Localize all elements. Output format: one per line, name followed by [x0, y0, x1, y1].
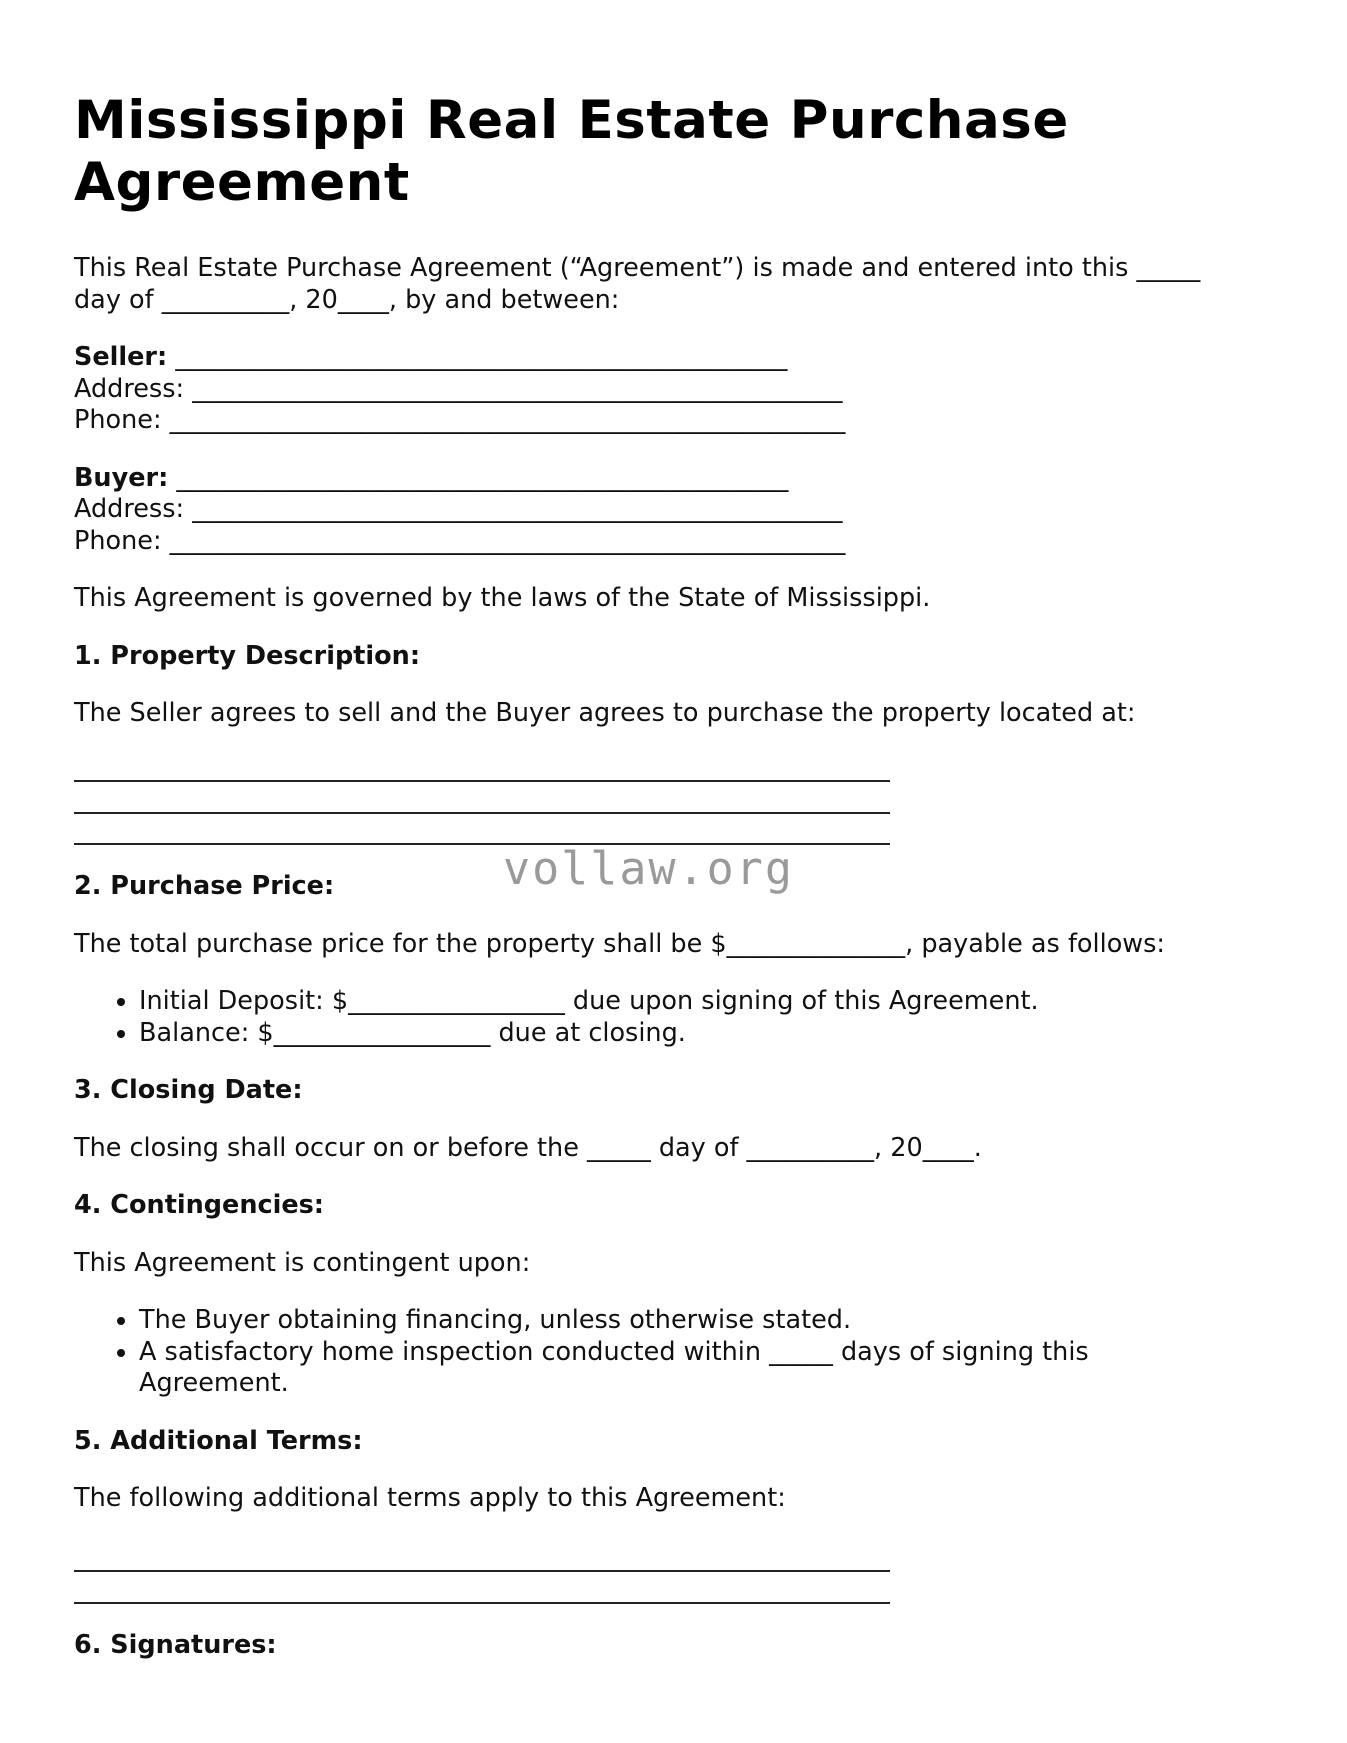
section-property-text: The Seller agrees to sell and the Buyer agrees to purchase the property located at: [74, 698, 1136, 728]
section-property-heading: 1. Property Description: [74, 640, 421, 671]
buyer-name-blank[interactable]: ________________________________________________ [168, 462, 789, 493]
section-contingencies-text: This Agreement is contingent upon: [74, 1247, 531, 1278]
property-line-3[interactable] [74, 814, 890, 846]
buyer-block [74, 463, 1274, 558]
intro-paragraph: This Real Estate Purchase Agreement (“Agreement”) is made and entered into this _____ day of __________, 20____, by and between: [74, 253, 1201, 315]
list-item: • Balance: $_________________ due at closing. [139, 1018, 1274, 1050]
seller-address-row[interactable]: Address: ___________________________________________________ [74, 373, 843, 404]
additional-line-2[interactable] [74, 1572, 890, 1604]
section-signatures-heading: 6. Signatures: [74, 1629, 277, 1660]
section-price-heading: 2. Purchase Price: [74, 871, 335, 901]
section-additional-heading: 5. Additional Terms: [74, 1425, 363, 1456]
list-item: • The Buyer obtaining financing, unless otherwise stated. [139, 1305, 1189, 1337]
contingencies-list [74, 1305, 1189, 1400]
section-closing-heading: 3. Closing Date: [74, 1075, 303, 1105]
seller-name-blank[interactable]: ________________________________________________ [167, 342, 788, 372]
seller-label: Seller: [74, 342, 168, 372]
buyer-label: Buyer: [74, 462, 169, 493]
section-closing-text: The closing shall occur on or before the _____ day of __________, 20____. [74, 1132, 982, 1163]
price-list [74, 986, 1274, 1049]
watermark: vollaw.org [503, 842, 794, 895]
property-address-lines [74, 751, 1274, 846]
property-line-2[interactable] [74, 782, 890, 814]
seller-name-row [74, 342, 1274, 374]
list-item: • Initial Deposit: $_________________ due upon signing of this Agreement. [139, 986, 1274, 1018]
governing-law-text: This Agreement is governed by the laws of the State of Mississippi. [74, 583, 931, 613]
buyer-address-row[interactable]: Address: ___________________________________________________ [74, 494, 843, 524]
seller-block [74, 342, 1274, 437]
additional-line-1[interactable] [74, 1541, 890, 1573]
section-price-text: The total purchase price for the property shall be $______________, payable as follows: [74, 928, 1166, 959]
list-item: • A satisfactory home inspection conducted within _____ days of signing this Agreement. [139, 1337, 1189, 1400]
section-additional-text: The following additional terms apply to this Agreement: [74, 1483, 786, 1513]
additional-terms-lines [74, 1541, 1274, 1604]
buyer-name-row [74, 463, 1274, 495]
section-contingencies-heading: 4. Contingencies: [74, 1190, 325, 1220]
document-title: Mississippi Real Estate Purchase Agreement [74, 90, 1069, 213]
buyer-phone-row[interactable]: Phone: _____________________________________________________ [74, 525, 846, 556]
seller-phone-row[interactable]: Phone: _____________________________________________________ [74, 405, 846, 435]
property-line-1[interactable] [74, 751, 890, 783]
